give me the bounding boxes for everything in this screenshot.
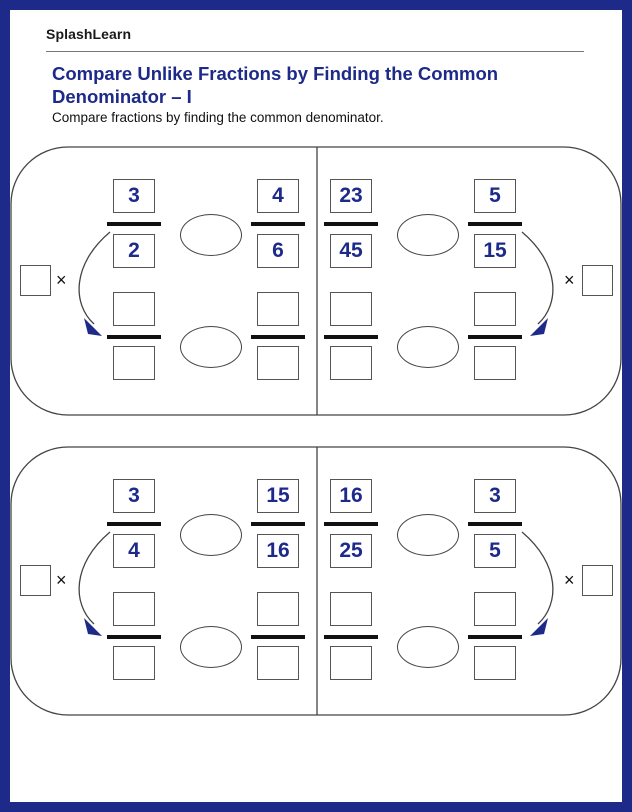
answer-numerator-input[interactable] <box>330 592 372 626</box>
numerator: 3 <box>474 479 516 513</box>
fraction-bar <box>251 222 305 226</box>
times-symbol: × <box>564 570 575 590</box>
problem-panel-1 <box>10 146 622 416</box>
fraction-bar <box>107 635 161 639</box>
panel-outline <box>10 146 622 416</box>
answer-denominator-input[interactable] <box>474 646 516 680</box>
fraction-bar <box>468 335 522 339</box>
fraction-bar <box>107 335 161 339</box>
times-symbol: × <box>56 270 67 290</box>
panel-outline <box>10 446 622 716</box>
answer-numerator-input[interactable] <box>330 292 372 326</box>
numerator: 4 <box>257 179 299 213</box>
fraction-bar <box>468 222 522 226</box>
answer-numerator-input[interactable] <box>113 292 155 326</box>
compare-sign-input[interactable] <box>180 214 242 256</box>
multiplier-input-right[interactable] <box>582 265 613 296</box>
fraction-bar <box>324 335 378 339</box>
denominator: 15 <box>474 234 516 268</box>
numerator: 23 <box>330 179 372 213</box>
numerator: 5 <box>474 179 516 213</box>
fraction-bar <box>107 222 161 226</box>
answer-numerator-input[interactable] <box>257 292 299 326</box>
fraction-bar <box>324 635 378 639</box>
answer-denominator-input[interactable] <box>330 646 372 680</box>
problem-panel-2 <box>10 446 622 716</box>
fraction-bar <box>251 635 305 639</box>
answer-denominator-input[interactable] <box>113 346 155 380</box>
numerator: 15 <box>257 479 299 513</box>
fraction-bar <box>107 522 161 526</box>
denominator: 16 <box>257 534 299 568</box>
denominator: 5 <box>474 534 516 568</box>
compare-sign-input[interactable] <box>397 626 459 668</box>
brand-logo: SplashLearn <box>46 26 132 42</box>
page-title: Compare Unlike Fractions by Finding the Common Denominator – I <box>52 63 499 107</box>
fraction-bar <box>324 222 378 226</box>
fraction-bar <box>468 522 522 526</box>
denominator: 25 <box>330 534 372 568</box>
answer-denominator-input[interactable] <box>257 346 299 380</box>
denominator: 6 <box>257 234 299 268</box>
answer-denominator-input[interactable] <box>330 346 372 380</box>
denominator: 45 <box>330 234 372 268</box>
fraction-bar <box>251 335 305 339</box>
times-symbol: × <box>56 570 67 590</box>
answer-numerator-input[interactable] <box>474 592 516 626</box>
compare-sign-input[interactable] <box>180 326 242 368</box>
multiplier-input-left[interactable] <box>20 565 51 596</box>
fraction-bar <box>324 522 378 526</box>
times-symbol: × <box>564 270 575 290</box>
answer-denominator-input[interactable] <box>113 646 155 680</box>
header-divider <box>46 51 584 52</box>
multiplier-input-left[interactable] <box>20 265 51 296</box>
answer-denominator-input[interactable] <box>474 346 516 380</box>
numerator: 16 <box>330 479 372 513</box>
worksheet-page <box>10 10 622 802</box>
fraction-bar <box>468 635 522 639</box>
fraction-bar <box>251 522 305 526</box>
compare-sign-input[interactable] <box>397 214 459 256</box>
compare-sign-input[interactable] <box>397 514 459 556</box>
multiplier-input-right[interactable] <box>582 565 613 596</box>
answer-numerator-input[interactable] <box>474 292 516 326</box>
answer-numerator-input[interactable] <box>257 592 299 626</box>
compare-sign-input[interactable] <box>180 626 242 668</box>
compare-sign-input[interactable] <box>180 514 242 556</box>
answer-numerator-input[interactable] <box>113 592 155 626</box>
page-subtitle: Compare fractions by finding the common denominator. <box>52 110 384 125</box>
answer-denominator-input[interactable] <box>257 646 299 680</box>
numerator: 3 <box>113 179 155 213</box>
compare-sign-input[interactable] <box>397 326 459 368</box>
numerator: 3 <box>113 479 155 513</box>
denominator: 2 <box>113 234 155 268</box>
denominator: 4 <box>113 534 155 568</box>
